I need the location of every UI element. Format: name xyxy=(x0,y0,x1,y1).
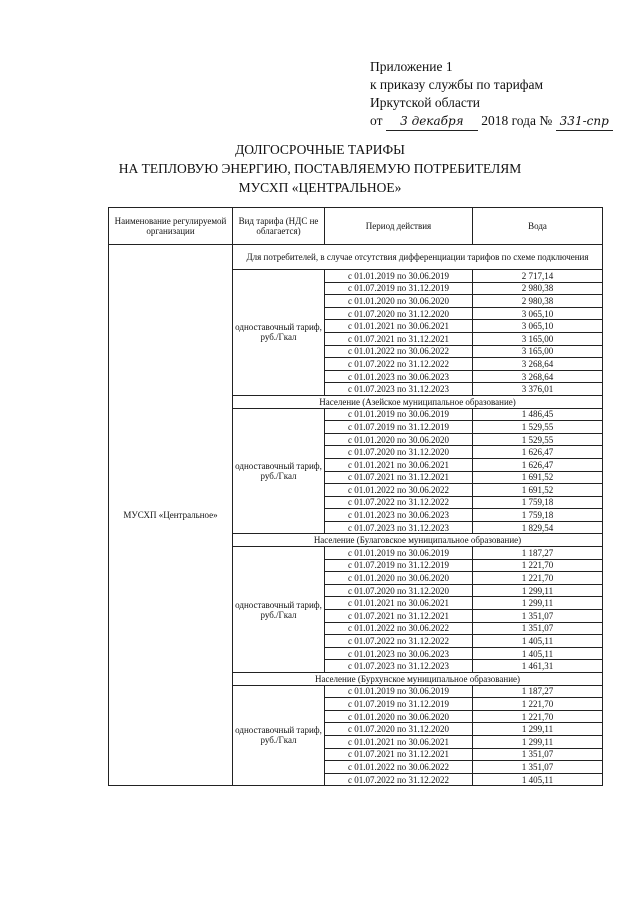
handwritten-order-number: 331-спр xyxy=(556,112,613,131)
water-tariff-value: 1 405,11 xyxy=(473,647,603,660)
period-cell: с 01.01.2020 по 30.06.2020 xyxy=(325,572,473,585)
water-tariff-value: 1 221,70 xyxy=(473,559,603,572)
water-tariff-value: 1 405,11 xyxy=(473,773,603,786)
water-tariff-value: 3 065,10 xyxy=(473,320,603,333)
water-tariff-value: 1 299,11 xyxy=(473,723,603,736)
water-tariff-value: 1 759,18 xyxy=(473,509,603,522)
period-cell: с 01.07.2020 по 31.12.2020 xyxy=(325,446,473,459)
header-water: Вода xyxy=(473,208,603,245)
header-period: Период действия xyxy=(325,208,473,245)
water-tariff-value: 1 187,27 xyxy=(473,547,603,560)
section-title: Население (Азейское муниципальное образование) xyxy=(233,395,603,408)
period-cell: с 01.07.2023 по 31.12.2023 xyxy=(325,660,473,673)
water-tariff-value: 1 221,70 xyxy=(473,698,603,711)
water-tariff-value: 1 221,70 xyxy=(473,710,603,723)
handwritten-date: 3 декабря xyxy=(386,112,478,131)
water-tariff-value: 1 187,27 xyxy=(473,685,603,698)
header-tariff-type: Вид тарифа (НДС не облагается) xyxy=(233,208,325,245)
section-header-row xyxy=(109,245,603,270)
header-organization: Наименование регулируемой организации xyxy=(109,208,233,245)
period-cell: с 01.07.2021 по 31.12.2021 xyxy=(325,610,473,623)
water-tariff-value: 3 376,01 xyxy=(473,383,603,396)
water-tariff-value: 1 299,11 xyxy=(473,735,603,748)
water-tariff-value: 1 299,11 xyxy=(473,584,603,597)
period-cell: с 01.07.2019 по 31.12.2019 xyxy=(325,698,473,711)
appendix-line-1: Приложение 1 xyxy=(370,59,453,74)
water-tariff-value: 1 691,52 xyxy=(473,484,603,497)
water-tariff-value: 3 165,00 xyxy=(473,332,603,345)
period-cell: с 01.01.2022 по 30.06.2022 xyxy=(325,484,473,497)
appendix-date-line xyxy=(370,112,613,131)
period-cell: с 01.01.2020 по 30.06.2020 xyxy=(325,295,473,308)
period-cell: с 01.07.2022 по 31.12.2022 xyxy=(325,773,473,786)
water-tariff-value: 1 351,07 xyxy=(473,610,603,623)
water-tariff-value: 1 351,07 xyxy=(473,748,603,761)
title-line-1: ДОЛГОСРОЧНЫЕ ТАРИФЫ xyxy=(235,142,405,157)
water-tariff-value: 1 299,11 xyxy=(473,597,603,610)
period-cell: с 01.01.2021 по 30.06.2021 xyxy=(325,597,473,610)
period-cell: с 01.07.2019 по 31.12.2019 xyxy=(325,421,473,434)
tariff-table xyxy=(108,207,603,786)
tariff-type-label: одноставочный тариф, руб./Гкал xyxy=(233,547,325,673)
appendix-line-3: Иркутской области xyxy=(370,95,481,110)
organization-name: МУСХП «Центральное» xyxy=(109,245,233,786)
water-tariff-value: 2 980,38 xyxy=(473,282,603,295)
water-tariff-value: 1 626,47 xyxy=(473,458,603,471)
period-cell: с 01.01.2023 по 30.06.2023 xyxy=(325,370,473,383)
from-prefix: от xyxy=(370,113,383,128)
water-tariff-value: 2 717,14 xyxy=(473,270,603,283)
period-cell: с 01.01.2021 по 30.06.2021 xyxy=(325,735,473,748)
section-title: Население (Булаговское муниципальное образование) xyxy=(233,534,603,547)
period-cell: с 01.07.2023 по 31.12.2023 xyxy=(325,521,473,534)
period-cell: с 01.07.2020 по 31.12.2020 xyxy=(325,307,473,320)
water-tariff-value: 1 529,55 xyxy=(473,433,603,446)
period-cell: с 01.01.2022 по 30.06.2022 xyxy=(325,761,473,774)
water-tariff-value: 1 405,11 xyxy=(473,635,603,648)
period-cell: с 01.07.2019 по 31.12.2019 xyxy=(325,282,473,295)
period-cell: с 01.07.2021 по 31.12.2021 xyxy=(325,332,473,345)
water-tariff-value: 3 268,64 xyxy=(473,358,603,371)
water-tariff-value: 1 829,54 xyxy=(473,521,603,534)
period-cell: с 01.07.2019 по 31.12.2019 xyxy=(325,559,473,572)
water-tariff-value: 1 626,47 xyxy=(473,446,603,459)
water-tariff-value: 1 351,07 xyxy=(473,761,603,774)
period-cell: с 01.07.2022 по 31.12.2022 xyxy=(325,496,473,509)
water-tariff-value: 1 221,70 xyxy=(473,572,603,585)
period-cell: с 01.01.2023 по 30.06.2023 xyxy=(325,647,473,660)
period-cell: с 01.07.2023 по 31.12.2023 xyxy=(325,383,473,396)
tariff-type-label: одноставочный тариф, руб./Гкал xyxy=(233,270,325,396)
section-title: Для потребителей, в случае отсутствия дифференциации тарифов по схеме подключения xyxy=(233,245,603,270)
section-title: Население (Бурхунское муниципальное образование) xyxy=(233,673,603,686)
period-cell: с 01.01.2021 по 30.06.2021 xyxy=(325,458,473,471)
water-tariff-value: 1 351,07 xyxy=(473,622,603,635)
water-tariff-value: 3 165,00 xyxy=(473,345,603,358)
water-tariff-value: 1 691,52 xyxy=(473,471,603,484)
table-body xyxy=(109,245,603,786)
period-cell: с 01.01.2020 по 30.06.2020 xyxy=(325,710,473,723)
tariff-type-label: одноставочный тариф, руб./Гкал xyxy=(233,408,325,534)
period-cell: с 01.01.2019 по 30.06.2019 xyxy=(325,408,473,421)
period-cell: с 01.01.2021 по 30.06.2021 xyxy=(325,320,473,333)
period-cell: с 01.01.2020 по 30.06.2020 xyxy=(325,433,473,446)
period-cell: с 01.01.2023 по 30.06.2023 xyxy=(325,509,473,522)
appendix-line-2: к приказу службы по тарифам xyxy=(370,77,544,92)
period-cell: с 01.07.2022 по 31.12.2022 xyxy=(325,635,473,648)
period-cell: с 01.07.2021 по 31.12.2021 xyxy=(325,748,473,761)
tariff-type-label: одноставочный тариф, руб./Гкал xyxy=(233,685,325,786)
appendix-block xyxy=(370,58,613,131)
water-tariff-value: 1 529,55 xyxy=(473,421,603,434)
title-line-3: МУСХП «ЦЕНТРАЛЬНОЕ» xyxy=(238,180,402,195)
period-cell: с 01.01.2019 по 30.06.2019 xyxy=(325,547,473,560)
period-cell: с 01.07.2021 по 31.12.2021 xyxy=(325,471,473,484)
period-cell: с 01.01.2022 по 30.06.2022 xyxy=(325,345,473,358)
water-tariff-value: 1 461,31 xyxy=(473,660,603,673)
water-tariff-value: 2 980,38 xyxy=(473,295,603,308)
water-tariff-value: 1 486,45 xyxy=(473,408,603,421)
period-cell: с 01.01.2022 по 30.06.2022 xyxy=(325,622,473,635)
period-cell: с 01.01.2019 по 30.06.2019 xyxy=(325,685,473,698)
period-cell: с 01.01.2019 по 30.06.2019 xyxy=(325,270,473,283)
table-header-row xyxy=(109,208,603,245)
title-line-2: НА ТЕПЛОВУЮ ЭНЕРГИЮ, ПОСТАВЛЯЕМУЮ ПОТРЕБИТЕЛЯМ xyxy=(118,161,522,176)
water-tariff-value: 3 065,10 xyxy=(473,307,603,320)
water-tariff-value: 1 759,18 xyxy=(473,496,603,509)
period-cell: с 01.07.2020 по 31.12.2020 xyxy=(325,723,473,736)
year-text: 2018 года № xyxy=(481,113,553,128)
document-title xyxy=(0,140,640,197)
water-tariff-value: 3 268,64 xyxy=(473,370,603,383)
period-cell: с 01.07.2020 по 31.12.2020 xyxy=(325,584,473,597)
period-cell: с 01.07.2022 по 31.12.2022 xyxy=(325,358,473,371)
